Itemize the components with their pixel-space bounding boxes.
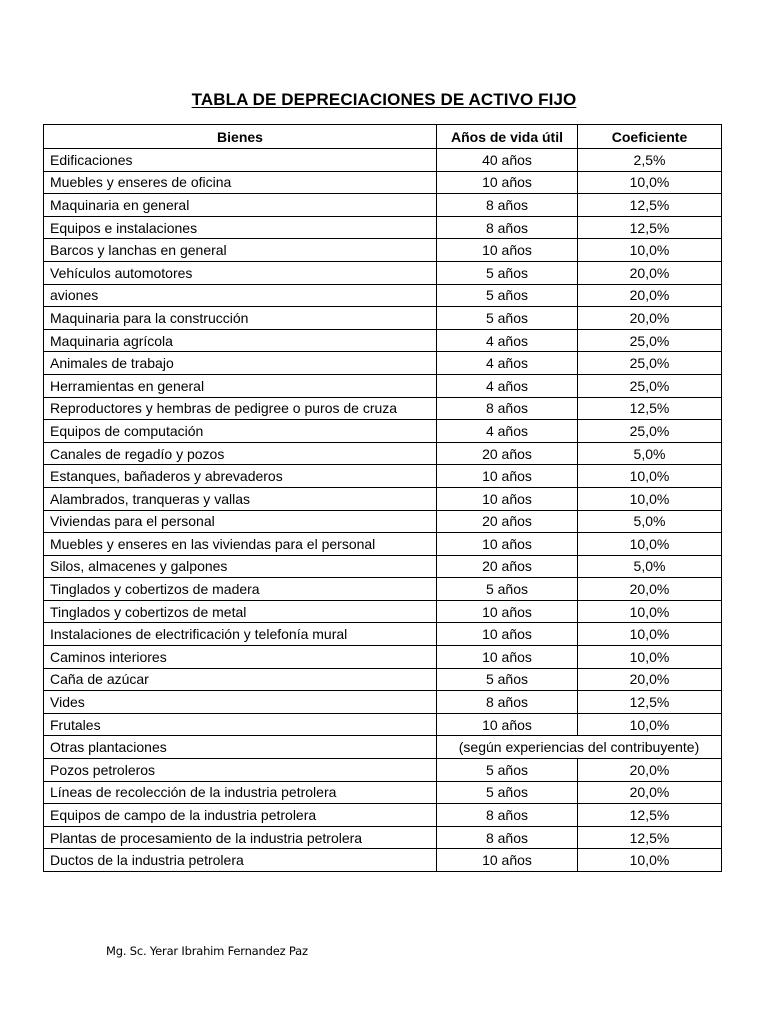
cell-coeficiente: 12,5%: [578, 691, 722, 714]
cell-bien: Edificaciones: [44, 149, 437, 172]
cell-coeficiente: 20,0%: [578, 261, 722, 284]
cell-coeficiente: 20,0%: [578, 307, 722, 330]
cell-vida-util: 10 años: [437, 487, 578, 510]
cell-coeficiente: 5,0%: [578, 510, 722, 533]
cell-coeficiente: 12,5%: [578, 216, 722, 239]
cell-bien: Ductos de la industria petrolera: [44, 849, 437, 872]
cell-bien: Pozos petroleros: [44, 759, 437, 782]
table-row: [44, 352, 722, 375]
cell-coeficiente: 25,0%: [578, 374, 722, 397]
cell-bien: Equipos de computación: [44, 420, 437, 443]
cell-coeficiente: 5,0%: [578, 555, 722, 578]
cell-vida-util: 8 años: [437, 691, 578, 714]
cell-bien: Maquinaria para la construcción: [44, 307, 437, 330]
cell-bien: Canales de regadío y pozos: [44, 442, 437, 465]
table-row: [44, 781, 722, 804]
table-row: [44, 307, 722, 330]
cell-vida-util: 10 años: [437, 533, 578, 556]
table-row: [44, 826, 722, 849]
cell-bien: Muebles y enseres de oficina: [44, 171, 437, 194]
cell-vida-util: 8 años: [437, 194, 578, 217]
cell-vida-util: 10 años: [437, 646, 578, 669]
cell-coeficiente: 25,0%: [578, 420, 722, 443]
cell-bien: Frutales: [44, 713, 437, 736]
cell-coeficiente: 20,0%: [578, 759, 722, 782]
table-row: [44, 171, 722, 194]
cell-bien: Vehículos automotores: [44, 261, 437, 284]
cell-vida-util: 5 años: [437, 668, 578, 691]
cell-coeficiente: 20,0%: [578, 284, 722, 307]
cell-bien: Tinglados y cobertizos de metal: [44, 600, 437, 623]
cell-coeficiente: 10,0%: [578, 713, 722, 736]
cell-bien: Reproductores y hembras de pedigree o puros de cruza: [44, 397, 437, 420]
cell-vida-util: 5 años: [437, 781, 578, 804]
cell-bien: Vides: [44, 691, 437, 714]
cell-vida-util: 10 años: [437, 600, 578, 623]
cell-vida-util: 10 años: [437, 849, 578, 872]
cell-vida-util: 5 años: [437, 261, 578, 284]
depreciation-table: [43, 124, 722, 872]
cell-bien: Estanques, bañaderos y abrevaderos: [44, 465, 437, 488]
table-row: [44, 533, 722, 556]
cell-bien: Equipos de campo de la industria petrolera: [44, 804, 437, 827]
cell-bien: Líneas de recolección de la industria petrolera: [44, 781, 437, 804]
cell-vida-util: 40 años: [437, 149, 578, 172]
cell-bien: Herramientas en general: [44, 374, 437, 397]
table-row: [44, 510, 722, 533]
cell-coeficiente: 10,0%: [578, 600, 722, 623]
table-row: [44, 465, 722, 488]
cell-coeficiente: 12,5%: [578, 826, 722, 849]
table-header-row: [44, 125, 722, 149]
cell-coeficiente: 10,0%: [578, 487, 722, 510]
cell-coeficiente: 2,5%: [578, 149, 722, 172]
cell-vida-util: 4 años: [437, 329, 578, 352]
column-header-bienes: Bienes: [44, 125, 437, 149]
cell-vida-util: 10 años: [437, 713, 578, 736]
table-row: [44, 239, 722, 262]
table-row: [44, 397, 722, 420]
table-row: [44, 668, 722, 691]
table-row: [44, 578, 722, 601]
table-row: [44, 759, 722, 782]
cell-bien: Silos, almacenes y galpones: [44, 555, 437, 578]
cell-coeficiente: 20,0%: [578, 668, 722, 691]
table-row: [44, 736, 722, 759]
table-row: [44, 329, 722, 352]
cell-vida-util: 5 años: [437, 307, 578, 330]
cell-bien: Viviendas para el personal: [44, 510, 437, 533]
table-row: [44, 623, 722, 646]
cell-vida-util: 5 años: [437, 284, 578, 307]
author-footer: Mg. Sc. Yerar Ibrahim Fernandez Paz: [106, 944, 308, 958]
cell-vida-util: 8 años: [437, 216, 578, 239]
table-row: [44, 284, 722, 307]
table-row: [44, 646, 722, 669]
cell-coeficiente: 10,0%: [578, 171, 722, 194]
cell-vida-util: 5 años: [437, 578, 578, 601]
cell-vida-util: 5 años: [437, 759, 578, 782]
cell-coeficiente: 5,0%: [578, 442, 722, 465]
cell-merged-note: (según experiencias del contribuyente): [437, 736, 722, 759]
cell-bien: Alambrados, tranqueras y vallas: [44, 487, 437, 510]
cell-coeficiente: 10,0%: [578, 239, 722, 262]
cell-coeficiente: 12,5%: [578, 804, 722, 827]
table-row: [44, 420, 722, 443]
table-row: [44, 194, 722, 217]
cell-coeficiente: 12,5%: [578, 397, 722, 420]
cell-bien: Otras plantaciones: [44, 736, 437, 759]
cell-vida-util: 8 años: [437, 397, 578, 420]
cell-coeficiente: 12,5%: [578, 194, 722, 217]
column-header-coeficiente: Coeficiente: [578, 125, 722, 149]
cell-bien: Animales de trabajo: [44, 352, 437, 375]
cell-coeficiente: 25,0%: [578, 329, 722, 352]
cell-vida-util: 10 años: [437, 171, 578, 194]
cell-vida-util: 20 años: [437, 555, 578, 578]
cell-vida-util: 10 años: [437, 239, 578, 262]
column-header-vida-util: Años de vida útil: [437, 125, 578, 149]
table-row: [44, 804, 722, 827]
cell-bien: Instalaciones de electrificación y telefonía mural: [44, 623, 437, 646]
table-row: [44, 849, 722, 872]
cell-bien: Plantas de procesamiento de la industria petrolera: [44, 826, 437, 849]
table-row: [44, 442, 722, 465]
cell-coeficiente: 10,0%: [578, 465, 722, 488]
cell-coeficiente: 10,0%: [578, 623, 722, 646]
cell-vida-util: 4 años: [437, 420, 578, 443]
table-row: [44, 691, 722, 714]
cell-vida-util: 10 años: [437, 465, 578, 488]
cell-bien: Muebles y enseres en las viviendas para el personal: [44, 533, 437, 556]
cell-vida-util: 4 años: [437, 374, 578, 397]
cell-coeficiente: 25,0%: [578, 352, 722, 375]
cell-coeficiente: 20,0%: [578, 781, 722, 804]
cell-vida-util: 20 años: [437, 442, 578, 465]
table-row: [44, 149, 722, 172]
cell-bien: Maquinaria en general: [44, 194, 437, 217]
cell-bien: aviones: [44, 284, 437, 307]
cell-vida-util: 8 años: [437, 826, 578, 849]
table-body: [44, 149, 722, 872]
page-title: TABLA DE DEPRECIACIONES DE ACTIVO FIJO: [191, 90, 577, 109]
cell-coeficiente: 10,0%: [578, 646, 722, 669]
cell-vida-util: 10 años: [437, 623, 578, 646]
cell-bien: Tinglados y cobertizos de madera: [44, 578, 437, 601]
cell-coeficiente: 20,0%: [578, 578, 722, 601]
table-row: [44, 713, 722, 736]
cell-vida-util: 8 años: [437, 804, 578, 827]
table-row: [44, 374, 722, 397]
table-row: [44, 487, 722, 510]
cell-vida-util: 4 años: [437, 352, 578, 375]
table-row: [44, 555, 722, 578]
table-row: [44, 216, 722, 239]
cell-coeficiente: 10,0%: [578, 533, 722, 556]
cell-bien: Caminos interiores: [44, 646, 437, 669]
cell-bien: Barcos y lanchas en general: [44, 239, 437, 262]
cell-bien: Caña de azúcar: [44, 668, 437, 691]
table-row: [44, 600, 722, 623]
table-row: [44, 261, 722, 284]
cell-bien: Equipos e instalaciones: [44, 216, 437, 239]
cell-vida-util: 20 años: [437, 510, 578, 533]
cell-bien: Maquinaria agrícola: [44, 329, 437, 352]
cell-coeficiente: 10,0%: [578, 849, 722, 872]
